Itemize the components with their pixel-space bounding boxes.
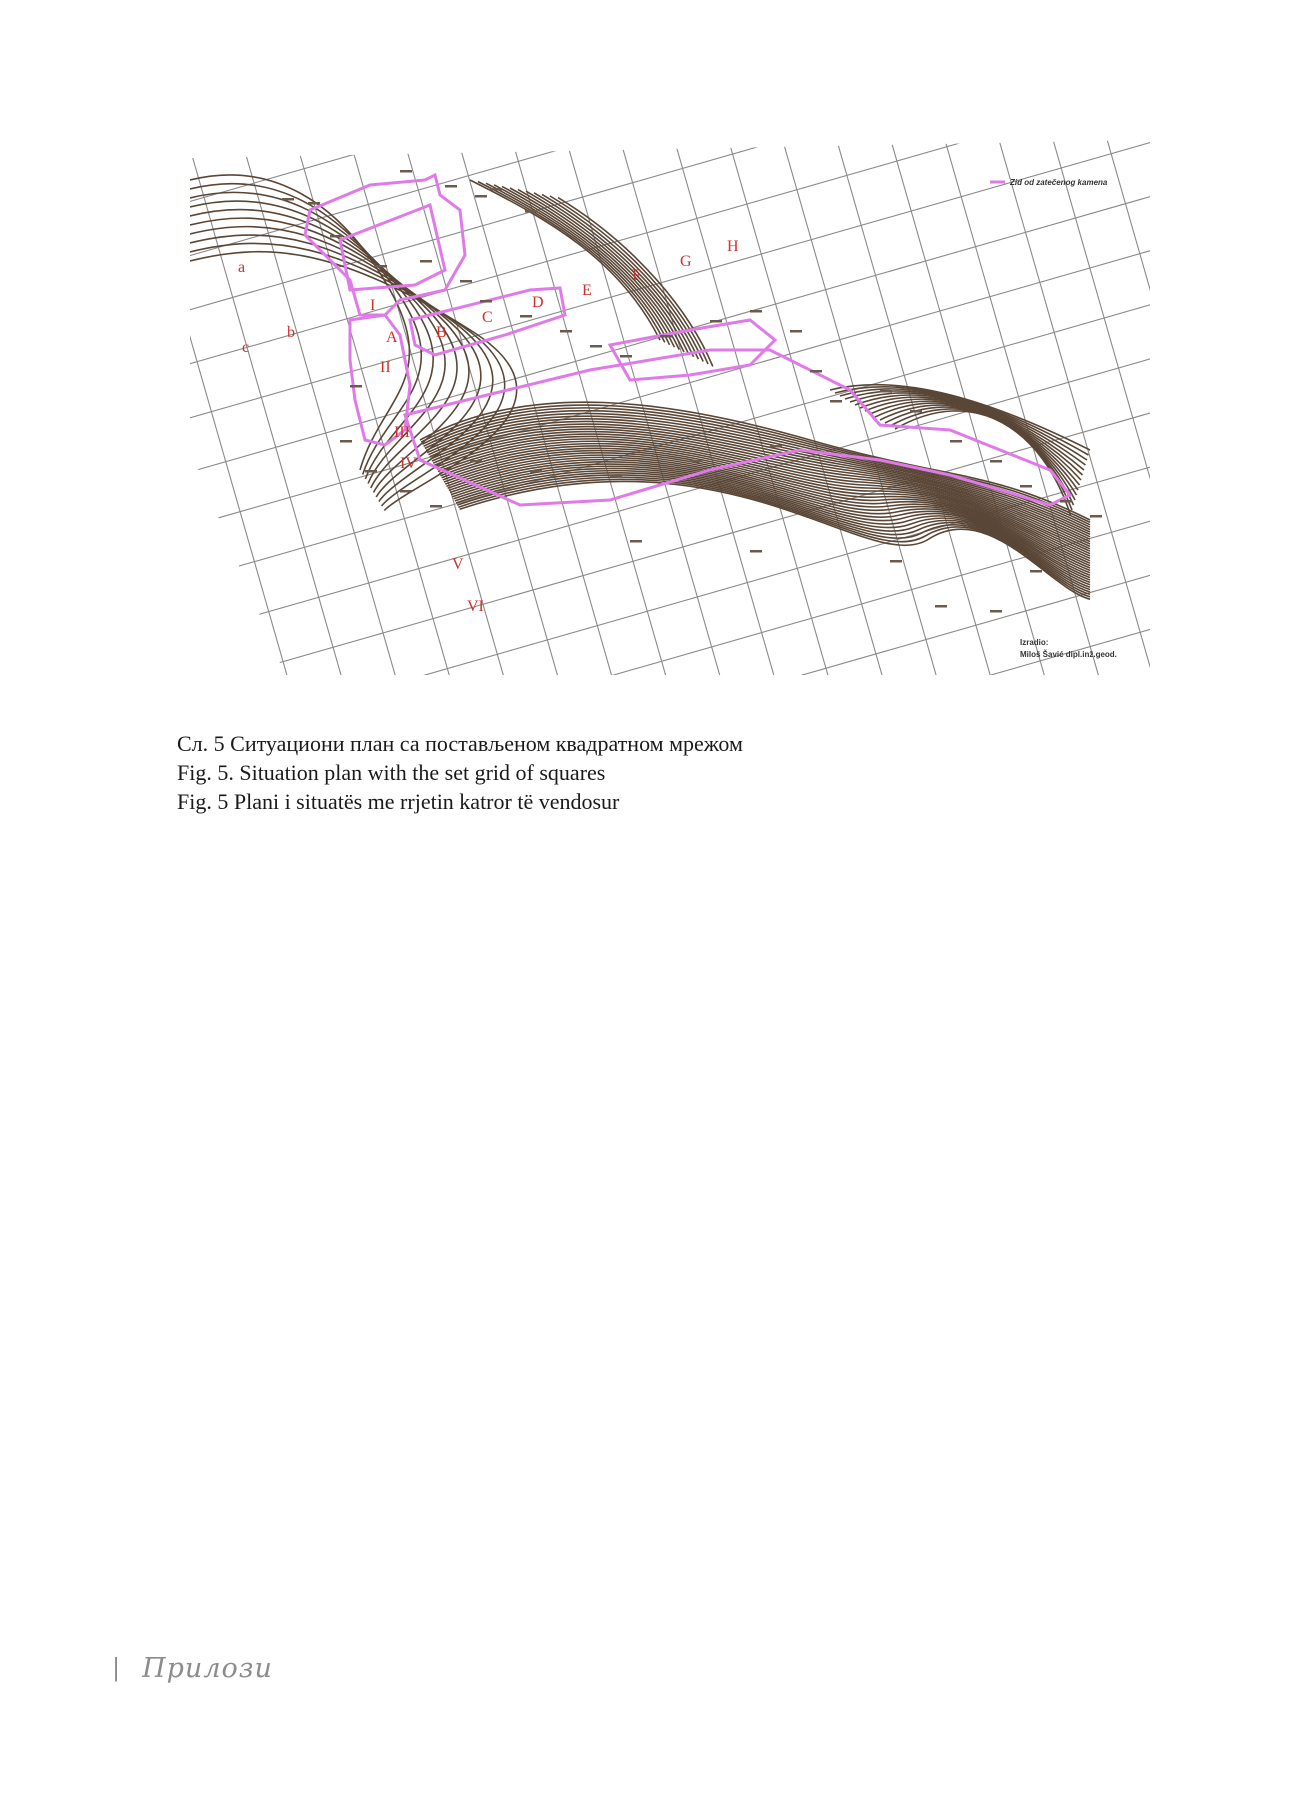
grid-line-col xyxy=(190,140,621,675)
spot-elevation-mark xyxy=(1060,500,1072,503)
grid-label-G: G xyxy=(680,253,692,270)
grid-label-B: B xyxy=(436,324,447,341)
author-block xyxy=(1020,638,1117,659)
grid-label-c: c xyxy=(242,339,250,356)
spot-elevation-mark xyxy=(950,440,962,443)
spot-elevation-mark xyxy=(1030,570,1042,573)
grid-label-III: III xyxy=(394,424,410,441)
spot-elevation-mark xyxy=(1020,485,1032,488)
caption-english: Fig. 5. Situation plan with the set grid of squares xyxy=(177,760,606,785)
spot-elevation-mark xyxy=(710,320,722,323)
spot-elevation-mark xyxy=(560,330,572,333)
spot-elevation-mark xyxy=(935,605,947,608)
spot-elevation-mark xyxy=(350,385,362,388)
spot-elevation-mark xyxy=(445,185,457,188)
situation-plan-figure xyxy=(190,140,1150,675)
grid-label-V: V xyxy=(452,556,464,573)
spot-elevation-mark xyxy=(340,440,352,443)
spot-elevation-mark xyxy=(430,505,442,508)
spot-elevation-mark xyxy=(990,610,1002,613)
spot-elevation-mark xyxy=(400,490,412,493)
spot-elevation-mark xyxy=(308,202,320,205)
contour-line-north xyxy=(518,190,689,355)
spot-elevation-mark xyxy=(770,445,782,448)
footer-separator: | xyxy=(112,1654,121,1682)
author-name: Miloš Šavić dipl.inž.geod. xyxy=(1020,650,1117,659)
author-label: Izradio: xyxy=(1020,638,1049,647)
grid-label-I: I xyxy=(370,297,376,314)
grid-label-II: II xyxy=(380,359,391,376)
spot-elevation-mark xyxy=(330,235,342,238)
spot-elevation-mark xyxy=(890,560,902,563)
spot-elevation-mark xyxy=(530,470,542,473)
grid-label-A: A xyxy=(386,329,398,346)
grid-label-VI: VI xyxy=(467,598,484,615)
contour-line-west xyxy=(190,235,493,501)
legend xyxy=(990,178,1108,187)
grid-label-a: a xyxy=(238,259,246,276)
spot-elevation-mark xyxy=(480,300,492,303)
grid-label-D: D xyxy=(532,294,544,311)
spot-elevation-mark xyxy=(750,550,762,553)
grid-label-C: C xyxy=(482,309,493,326)
grid-line-col xyxy=(559,140,1150,675)
caption-albanian: Fig. 5 Plani i situatës me rrjetin katror të vendosur xyxy=(177,789,620,814)
grid-line-row xyxy=(190,140,1150,671)
legend-label: Zid od zatečenog kamena xyxy=(1010,178,1108,187)
grid-line-row xyxy=(190,609,1150,675)
grid-line-col xyxy=(190,140,821,675)
figure-caption xyxy=(177,729,1077,816)
spot-elevation-mark xyxy=(525,210,537,213)
situation-plan-drawing xyxy=(190,140,1150,675)
spot-elevation-mark xyxy=(660,335,672,338)
spot-elevation-mark xyxy=(750,310,762,313)
spot-elevation-mark xyxy=(810,370,822,373)
contour-line-west xyxy=(190,201,445,484)
spot-elevation-mark xyxy=(400,170,412,173)
spot-elevation-mark xyxy=(375,265,387,268)
spot-elevation-mark xyxy=(830,400,842,403)
spot-elevation-mark xyxy=(590,345,602,348)
spot-elevation-mark xyxy=(910,410,922,413)
grid-label-b: b xyxy=(287,324,295,341)
page-footer xyxy=(112,1648,273,1688)
grid-line-row xyxy=(190,140,1150,221)
grid-line-row xyxy=(190,659,1150,675)
spot-elevation-mark xyxy=(490,188,502,191)
spot-elevation-mark xyxy=(470,460,482,463)
spot-elevation-mark xyxy=(880,390,892,393)
spot-elevation-mark xyxy=(610,475,622,478)
spot-elevation-mark xyxy=(620,355,632,358)
contour-lines xyxy=(190,175,1090,599)
spot-elevation-mark xyxy=(1090,515,1102,518)
spot-elevation-mark xyxy=(475,195,487,198)
grid-label-E: E xyxy=(582,282,592,299)
spot-elevation-mark xyxy=(790,330,802,333)
spot-elevation-mark xyxy=(520,315,532,318)
spot-elevation-mark xyxy=(690,460,702,463)
grid-label-H: H xyxy=(727,238,739,255)
spot-elevation-mark xyxy=(420,260,432,263)
footer-section-title: Прилози xyxy=(142,1652,273,1684)
spot-elevation-mark xyxy=(630,540,642,543)
grid-line-col xyxy=(190,140,271,675)
spot-elevation-mark xyxy=(990,460,1002,463)
caption-serbian: Сл. 5 Ситуациони план са постављеном квадратном мрежом xyxy=(177,731,743,756)
wall-outline-upper-fortress xyxy=(305,175,465,315)
grid-label-F: F xyxy=(632,267,641,284)
grid-label-IV: IV xyxy=(400,455,417,472)
spot-elevation-mark xyxy=(460,280,472,283)
grid-line-row xyxy=(190,140,1150,621)
spot-elevation-mark xyxy=(282,198,294,201)
spot-elevation-mark xyxy=(365,470,377,473)
